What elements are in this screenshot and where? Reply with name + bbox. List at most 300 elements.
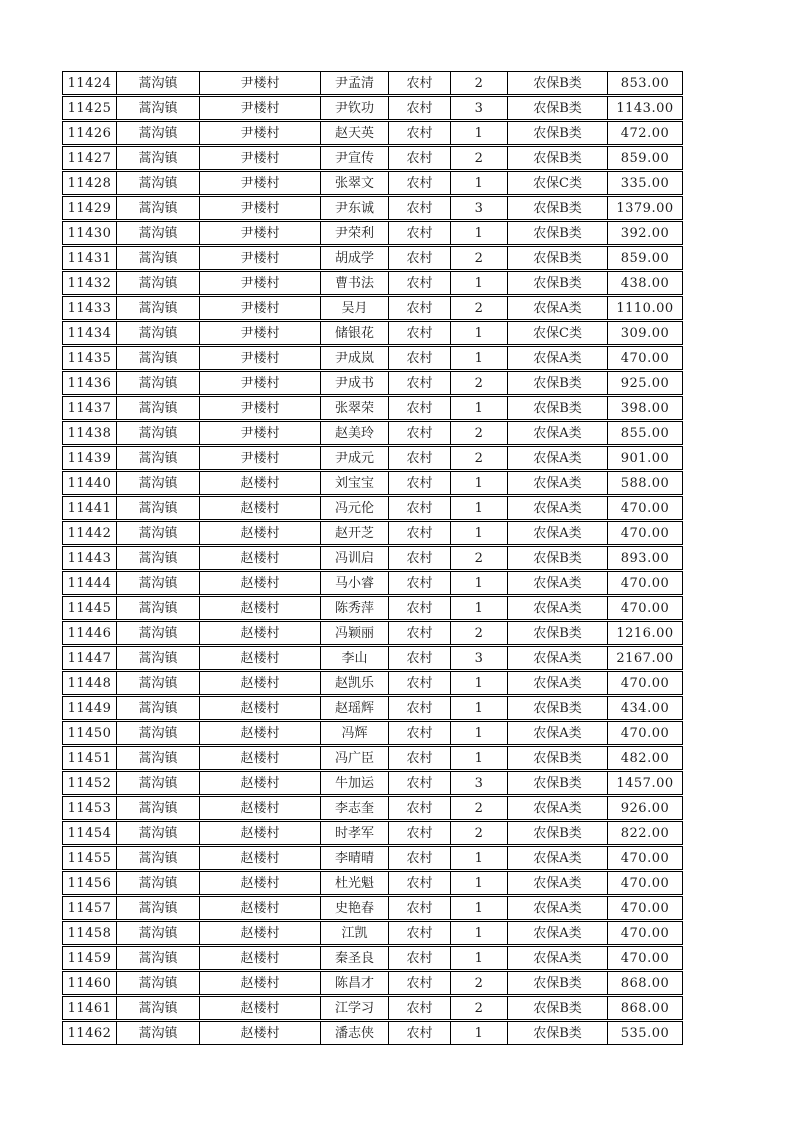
cell-town: 蒿沟镇: [117, 872, 200, 894]
cell-amount: 1379.00: [616, 200, 674, 216]
cell-residence-type: 农村: [389, 422, 451, 444]
cell-serial-number: 11431: [63, 247, 117, 269]
cell-insurance-category: 农保A类: [508, 522, 608, 544]
cell-person-name: 李晴晴: [321, 847, 389, 869]
cell-amount: 309.00: [620, 325, 670, 341]
cell-serial-number: 11450: [63, 722, 117, 744]
cell-person-name: 尹东诚: [321, 197, 389, 219]
cell-person-count: 1: [451, 847, 508, 869]
cell-person-count: 1: [451, 222, 508, 244]
cell-residence-type: 农村: [389, 147, 451, 169]
cell-insurance-category: 农保A类: [508, 647, 608, 669]
cell-person-count: 2: [451, 547, 508, 569]
cell-residence-type: 农村: [389, 947, 451, 969]
cell-town: 蒿沟镇: [117, 697, 200, 719]
cell-serial-number: 11452: [63, 772, 117, 794]
table-row: [62, 346, 683, 370]
cell-amount: 470.00: [620, 525, 670, 541]
cell-insurance-category: 农保B类: [508, 397, 608, 419]
cell-village: 赵楼村: [200, 647, 321, 669]
cell-village: 赵楼村: [200, 997, 321, 1019]
cell-town: 蒿沟镇: [117, 972, 200, 994]
cell-residence-type: 农村: [389, 672, 451, 694]
cell-village: 尹楼村: [200, 247, 321, 269]
cell-town: 蒿沟镇: [117, 422, 200, 444]
cell-residence-type: 农村: [389, 122, 451, 144]
cell-residence-type: 农村: [389, 722, 451, 744]
cell-insurance-category: 农保B类: [508, 97, 608, 119]
cell-insurance-category: 农保C类: [508, 172, 608, 194]
cell-town: 蒿沟镇: [117, 997, 200, 1019]
cell-amount: 2167.00: [616, 650, 674, 666]
cell-person-name: 尹荣利: [321, 222, 389, 244]
cell-person-count: 1: [451, 272, 508, 294]
cell-town: 蒿沟镇: [117, 622, 200, 644]
cell-amount: 470.00: [620, 950, 670, 966]
cell-amount: 1110.00: [616, 300, 674, 316]
cell-town: 蒿沟镇: [117, 597, 200, 619]
cell-village: 尹楼村: [200, 322, 321, 344]
cell-village: 赵楼村: [200, 522, 321, 544]
cell-residence-type: 农村: [389, 72, 451, 94]
cell-amount: 535.00: [620, 1025, 670, 1041]
cell-residence-type: 农村: [389, 347, 451, 369]
cell-person-count: 1: [451, 697, 508, 719]
cell-amount: 470.00: [620, 725, 670, 741]
cell-person-name: 储银花: [321, 322, 389, 344]
table-row: [62, 421, 683, 445]
cell-amount: 482.00: [620, 750, 670, 766]
cell-person-name: 冯元伦: [321, 497, 389, 519]
cell-serial-number: 11425: [63, 97, 117, 119]
cell-insurance-category: 农保B类: [508, 197, 608, 219]
table-row: [62, 696, 683, 720]
cell-town: 蒿沟镇: [117, 772, 200, 794]
cell-insurance-category: 农保A类: [508, 572, 608, 594]
cell-serial-number: 11440: [63, 472, 117, 494]
cell-residence-type: 农村: [389, 397, 451, 419]
cell-person-name: 吴月: [321, 297, 389, 319]
cell-amount: 926.00: [620, 800, 670, 816]
cell-residence-type: 农村: [389, 247, 451, 269]
cell-person-name: 时孝军: [321, 822, 389, 844]
cell-amount: 1457.00: [616, 775, 674, 791]
cell-residence-type: 农村: [389, 647, 451, 669]
cell-insurance-category: 农保B类: [508, 247, 608, 269]
cell-person-name: 江凯: [321, 922, 389, 944]
cell-person-count: 2: [451, 422, 508, 444]
cell-village: 赵楼村: [200, 747, 321, 769]
cell-village: 赵楼村: [200, 947, 321, 969]
table-row: [62, 846, 683, 870]
cell-village: 尹楼村: [200, 122, 321, 144]
cell-person-count: 1: [451, 472, 508, 494]
cell-town: 蒿沟镇: [117, 347, 200, 369]
table-row: [62, 446, 683, 470]
table-row: [62, 121, 683, 145]
cell-person-count: 1: [451, 347, 508, 369]
cell-insurance-category: 农保A类: [508, 597, 608, 619]
cell-amount: 470.00: [620, 600, 670, 616]
cell-person-name: 江学习: [321, 997, 389, 1019]
cell-amount: 335.00: [620, 175, 670, 191]
table-row: [62, 271, 683, 295]
cell-amount: 853.00: [620, 75, 670, 91]
cell-insurance-category: 农保B类: [508, 122, 608, 144]
cell-town: 蒿沟镇: [117, 922, 200, 944]
cell-insurance-category: 农保B类: [508, 147, 608, 169]
cell-town: 蒿沟镇: [117, 272, 200, 294]
cell-village: 尹楼村: [200, 197, 321, 219]
cell-serial-number: 11443: [63, 547, 117, 569]
cell-residence-type: 农村: [389, 922, 451, 944]
cell-insurance-category: 农保B类: [508, 772, 608, 794]
cell-person-count: 2: [451, 997, 508, 1019]
cell-person-count: 1: [451, 172, 508, 194]
cell-insurance-category: 农保B类: [508, 972, 608, 994]
cell-serial-number: 11447: [63, 647, 117, 669]
cell-amount: 893.00: [620, 550, 670, 566]
cell-village: 尹楼村: [200, 297, 321, 319]
cell-person-count: 1: [451, 1022, 508, 1044]
table-row: [62, 71, 683, 95]
cell-insurance-category: 农保B类: [508, 747, 608, 769]
cell-residence-type: 农村: [389, 197, 451, 219]
table-row: [62, 896, 683, 920]
cell-village: 赵楼村: [200, 822, 321, 844]
cell-person-name: 冯训启: [321, 547, 389, 569]
cell-amount: 438.00: [620, 275, 670, 291]
cell-town: 蒿沟镇: [117, 397, 200, 419]
cell-village: 赵楼村: [200, 797, 321, 819]
cell-insurance-category: 农保B类: [508, 72, 608, 94]
cell-amount: 1216.00: [616, 625, 674, 641]
table-row: [62, 621, 683, 645]
cell-person-name: 杜光魁: [321, 872, 389, 894]
cell-amount: 434.00: [620, 700, 670, 716]
cell-residence-type: 农村: [389, 272, 451, 294]
cell-person-name: 李山: [321, 647, 389, 669]
cell-village: 尹楼村: [200, 447, 321, 469]
cell-serial-number: 11461: [63, 997, 117, 1019]
cell-person-count: 2: [451, 247, 508, 269]
cell-serial-number: 11430: [63, 222, 117, 244]
table-row: [62, 721, 683, 745]
cell-serial-number: 11455: [63, 847, 117, 869]
cell-person-count: 1: [451, 322, 508, 344]
cell-person-count: 2: [451, 297, 508, 319]
cell-town: 蒿沟镇: [117, 122, 200, 144]
cell-town: 蒿沟镇: [117, 572, 200, 594]
cell-person-count: 3: [451, 647, 508, 669]
table-row: [62, 246, 683, 270]
cell-residence-type: 农村: [389, 297, 451, 319]
cell-village: 尹楼村: [200, 222, 321, 244]
cell-town: 蒿沟镇: [117, 822, 200, 844]
table-row: [62, 821, 683, 845]
cell-insurance-category: 农保A类: [508, 797, 608, 819]
cell-serial-number: 11429: [63, 197, 117, 219]
table-row: [62, 946, 683, 970]
cell-person-count: 1: [451, 897, 508, 919]
cell-village: 赵楼村: [200, 972, 321, 994]
cell-residence-type: 农村: [389, 622, 451, 644]
cell-person-name: 赵天英: [321, 122, 389, 144]
cell-person-name: 冯辉: [321, 722, 389, 744]
cell-person-count: 1: [451, 922, 508, 944]
cell-village: 赵楼村: [200, 597, 321, 619]
cell-village: 尹楼村: [200, 372, 321, 394]
cell-person-name: 胡成学: [321, 247, 389, 269]
cell-insurance-category: 农保A类: [508, 847, 608, 869]
cell-residence-type: 农村: [389, 447, 451, 469]
cell-village: 尹楼村: [200, 422, 321, 444]
cell-person-count: 2: [451, 622, 508, 644]
cell-village: 尹楼村: [200, 397, 321, 419]
cell-serial-number: 11460: [63, 972, 117, 994]
cell-serial-number: 11424: [63, 72, 117, 94]
cell-amount: 588.00: [620, 475, 670, 491]
cell-village: 尹楼村: [200, 97, 321, 119]
cell-person-count: 3: [451, 772, 508, 794]
cell-person-count: 1: [451, 747, 508, 769]
cell-residence-type: 农村: [389, 847, 451, 869]
cell-amount: 472.00: [620, 125, 670, 141]
cell-person-count: 2: [451, 822, 508, 844]
table-row: [62, 771, 683, 795]
cell-insurance-category: 农保A类: [508, 722, 608, 744]
cell-serial-number: 11439: [63, 447, 117, 469]
table-row: [62, 321, 683, 345]
table-row: [62, 296, 683, 320]
cell-serial-number: 11434: [63, 322, 117, 344]
cell-amount: 470.00: [620, 925, 670, 941]
cell-person-name: 冯广臣: [321, 747, 389, 769]
cell-person-name: 刘宝宝: [321, 472, 389, 494]
cell-person-name: 陈昌才: [321, 972, 389, 994]
cell-residence-type: 农村: [389, 797, 451, 819]
table-row: [62, 746, 683, 770]
cell-insurance-category: 农保A类: [508, 922, 608, 944]
cell-serial-number: 11457: [63, 897, 117, 919]
cell-serial-number: 11442: [63, 522, 117, 544]
table-row: [62, 496, 683, 520]
cell-village: 赵楼村: [200, 722, 321, 744]
cell-person-count: 1: [451, 522, 508, 544]
cell-town: 蒿沟镇: [117, 897, 200, 919]
cell-person-count: 1: [451, 597, 508, 619]
cell-serial-number: 11432: [63, 272, 117, 294]
cell-residence-type: 农村: [389, 897, 451, 919]
cell-serial-number: 11448: [63, 672, 117, 694]
table-row: [62, 471, 683, 495]
cell-residence-type: 农村: [389, 497, 451, 519]
cell-person-name: 牛加运: [321, 772, 389, 794]
cell-person-count: 1: [451, 497, 508, 519]
cell-person-name: 尹钦功: [321, 97, 389, 119]
cell-village: 赵楼村: [200, 847, 321, 869]
cell-insurance-category: 农保B类: [508, 222, 608, 244]
cell-person-name: 尹成元: [321, 447, 389, 469]
subsidy-roster-table: [62, 71, 683, 1045]
cell-village: 赵楼村: [200, 497, 321, 519]
cell-insurance-category: 农保B类: [508, 622, 608, 644]
cell-person-count: 2: [451, 147, 508, 169]
cell-serial-number: 11445: [63, 597, 117, 619]
cell-residence-type: 农村: [389, 547, 451, 569]
cell-person-name: 尹成书: [321, 372, 389, 394]
cell-town: 蒿沟镇: [117, 672, 200, 694]
cell-amount: 470.00: [620, 350, 670, 366]
cell-residence-type: 农村: [389, 97, 451, 119]
cell-person-count: 2: [451, 372, 508, 394]
cell-serial-number: 11462: [63, 1022, 117, 1044]
cell-person-count: 2: [451, 72, 508, 94]
cell-residence-type: 农村: [389, 997, 451, 1019]
cell-amount: 901.00: [620, 450, 670, 466]
table-row: [62, 96, 683, 120]
cell-insurance-category: 农保A类: [508, 672, 608, 694]
table-row: [62, 646, 683, 670]
cell-insurance-category: 农保A类: [508, 497, 608, 519]
cell-insurance-category: 农保B类: [508, 997, 608, 1019]
table-row: [62, 371, 683, 395]
cell-person-count: 1: [451, 122, 508, 144]
cell-amount: 470.00: [620, 850, 670, 866]
cell-person-name: 陈秀萍: [321, 597, 389, 619]
cell-serial-number: 11436: [63, 372, 117, 394]
cell-insurance-category: 农保A类: [508, 297, 608, 319]
cell-amount: 398.00: [620, 400, 670, 416]
cell-residence-type: 农村: [389, 572, 451, 594]
cell-serial-number: 11451: [63, 747, 117, 769]
cell-person-count: 2: [451, 447, 508, 469]
cell-village: 赵楼村: [200, 572, 321, 594]
cell-village: 赵楼村: [200, 472, 321, 494]
cell-insurance-category: 农保B类: [508, 372, 608, 394]
cell-town: 蒿沟镇: [117, 297, 200, 319]
cell-amount: 470.00: [620, 900, 670, 916]
cell-amount: 392.00: [620, 225, 670, 241]
cell-town: 蒿沟镇: [117, 247, 200, 269]
cell-village: 赵楼村: [200, 547, 321, 569]
cell-person-count: 1: [451, 672, 508, 694]
cell-person-name: 曹书法: [321, 272, 389, 294]
cell-village: 赵楼村: [200, 697, 321, 719]
cell-town: 蒿沟镇: [117, 797, 200, 819]
cell-town: 蒿沟镇: [117, 197, 200, 219]
cell-serial-number: 11454: [63, 822, 117, 844]
table-row: [62, 146, 683, 170]
cell-insurance-category: 农保A类: [508, 447, 608, 469]
cell-residence-type: 农村: [389, 522, 451, 544]
cell-residence-type: 农村: [389, 172, 451, 194]
cell-town: 蒿沟镇: [117, 147, 200, 169]
cell-town: 蒿沟镇: [117, 222, 200, 244]
cell-town: 蒿沟镇: [117, 447, 200, 469]
cell-insurance-category: 农保B类: [508, 547, 608, 569]
cell-village: 尹楼村: [200, 272, 321, 294]
cell-person-name: 冯颖丽: [321, 622, 389, 644]
cell-town: 蒿沟镇: [117, 97, 200, 119]
cell-village: 赵楼村: [200, 672, 321, 694]
cell-serial-number: 11444: [63, 572, 117, 594]
cell-insurance-category: 农保A类: [508, 422, 608, 444]
cell-serial-number: 11449: [63, 697, 117, 719]
cell-village: 尹楼村: [200, 147, 321, 169]
cell-town: 蒿沟镇: [117, 547, 200, 569]
cell-village: 赵楼村: [200, 1022, 321, 1044]
cell-town: 蒿沟镇: [117, 322, 200, 344]
table-row: [62, 921, 683, 945]
cell-person-name: 赵瑶辉: [321, 697, 389, 719]
cell-person-count: 1: [451, 722, 508, 744]
cell-village: 赵楼村: [200, 897, 321, 919]
cell-amount: 859.00: [620, 150, 670, 166]
cell-person-name: 尹宣传: [321, 147, 389, 169]
cell-village: 赵楼村: [200, 622, 321, 644]
cell-serial-number: 11453: [63, 797, 117, 819]
cell-town: 蒿沟镇: [117, 747, 200, 769]
cell-person-name: 马小睿: [321, 572, 389, 594]
cell-person-name: 赵美玲: [321, 422, 389, 444]
cell-serial-number: 11438: [63, 422, 117, 444]
cell-insurance-category: 农保A类: [508, 472, 608, 494]
cell-residence-type: 农村: [389, 822, 451, 844]
cell-town: 蒿沟镇: [117, 722, 200, 744]
cell-amount: 1143.00: [616, 100, 674, 116]
cell-amount: 822.00: [620, 825, 670, 841]
table-row: [62, 521, 683, 545]
cell-residence-type: 农村: [389, 972, 451, 994]
cell-insurance-category: 农保A类: [508, 897, 608, 919]
cell-amount: 470.00: [620, 875, 670, 891]
cell-person-name: 史艳春: [321, 897, 389, 919]
cell-village: 尹楼村: [200, 172, 321, 194]
cell-person-name: 尹成岚: [321, 347, 389, 369]
cell-residence-type: 农村: [389, 472, 451, 494]
cell-residence-type: 农村: [389, 222, 451, 244]
cell-serial-number: 11446: [63, 622, 117, 644]
table-row: [62, 221, 683, 245]
cell-amount: 855.00: [620, 425, 670, 441]
cell-town: 蒿沟镇: [117, 472, 200, 494]
table-row: [62, 396, 683, 420]
cell-amount: 859.00: [620, 250, 670, 266]
cell-town: 蒿沟镇: [117, 947, 200, 969]
cell-insurance-category: 农保B类: [508, 697, 608, 719]
cell-person-count: 1: [451, 947, 508, 969]
cell-insurance-category: 农保A类: [508, 347, 608, 369]
cell-serial-number: 11426: [63, 122, 117, 144]
table-row: [62, 671, 683, 695]
cell-serial-number: 11456: [63, 872, 117, 894]
table-row: [62, 796, 683, 820]
cell-person-count: 1: [451, 572, 508, 594]
cell-village: 尹楼村: [200, 72, 321, 94]
cell-insurance-category: 农保C类: [508, 322, 608, 344]
cell-residence-type: 农村: [389, 697, 451, 719]
table-row: [62, 196, 683, 220]
cell-village: 尹楼村: [200, 347, 321, 369]
cell-residence-type: 农村: [389, 872, 451, 894]
cell-residence-type: 农村: [389, 747, 451, 769]
cell-residence-type: 农村: [389, 322, 451, 344]
cell-insurance-category: 农保A类: [508, 947, 608, 969]
cell-amount: 470.00: [620, 675, 670, 691]
cell-residence-type: 农村: [389, 772, 451, 794]
cell-person-name: 赵凯乐: [321, 672, 389, 694]
